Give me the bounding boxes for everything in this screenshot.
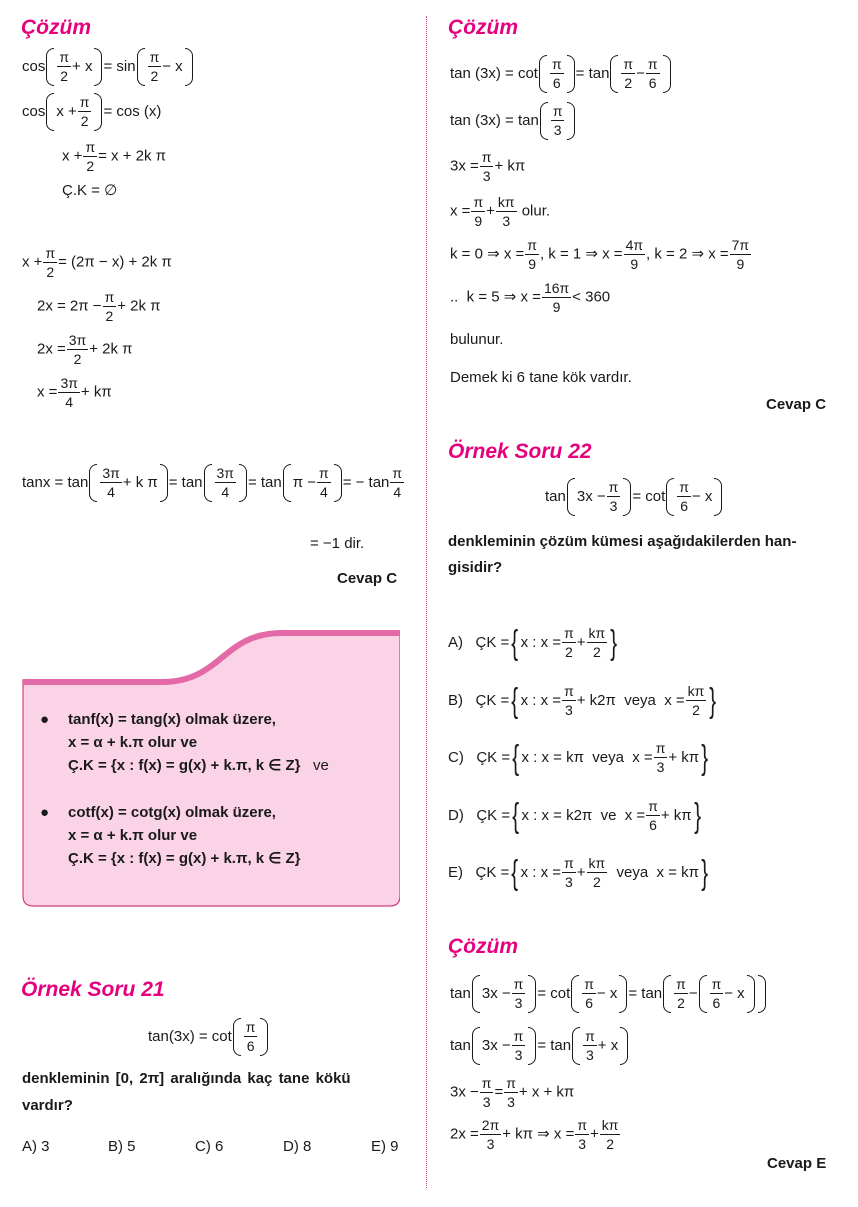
q21-option-d[interactable]: D) 8 bbox=[283, 1138, 312, 1155]
q21-text-2: vardır? bbox=[22, 1097, 73, 1114]
q22-option-b[interactable]: B) ÇK ={ x : x = $\frac{\pi}{3}$ + k2π veya x = $\frac{k\pi}{2}$ } bbox=[448, 682, 717, 720]
q21-option-e[interactable]: E) 9 bbox=[371, 1138, 399, 1155]
q22-option-e[interactable]: E) ÇK ={ x : x = $\frac{\pi}{3}$ + $\frac{k\pi}{2}$ veya x = kπ} bbox=[448, 854, 709, 892]
r-bulunur: bulunur. bbox=[450, 331, 504, 348]
answer-c-2: Cevap C bbox=[766, 396, 827, 413]
r-eq-1: tan (3x) = cot $\frac{\pi}{6}$ = tan $\frac{\pi}{2}$ − $\frac{\pi}{6}$ bbox=[450, 55, 672, 93]
q22-equation: tan 3x − $\frac{\pi}{3}$ = cot $\frac{\pi}{6}$ − x bbox=[545, 478, 723, 516]
rule-tan-x: x = α + k.π olur ve bbox=[68, 734, 198, 751]
eq-case2-2: 2x = 2π − $\frac{\pi}{2}$ + 2k π bbox=[37, 289, 161, 324]
solution-heading-right: Çözüm bbox=[448, 16, 518, 39]
eq-case2-1: x + $\frac{\pi}{2}$ = (2π − x) + 2k π bbox=[22, 245, 172, 280]
eq-case2-3: 2x = $\frac{3\pi}{2}$ + 2k π bbox=[37, 332, 133, 367]
q21-equation: tan(3x) = cot $\frac{\pi}{6}$ bbox=[148, 1018, 269, 1056]
eq-case2-4: x = $\frac{3\pi}{4}$ + kπ bbox=[37, 375, 112, 410]
q21-option-b[interactable]: B) 5 bbox=[108, 1138, 136, 1155]
ck-empty: Ç.K = ∅ bbox=[62, 182, 118, 199]
q22-text-2: gisidir? bbox=[448, 559, 503, 576]
s2-eq-2: tan 3x − $\frac{\pi}{3}$ = tan $\frac{\pi}{3}$ + x bbox=[450, 1027, 629, 1065]
q22-option-d[interactable]: D) ÇK ={ x : x = k2π ve x = $\frac{\pi}{6}$ + kπ} bbox=[448, 797, 701, 835]
info-box bbox=[22, 630, 400, 907]
s2-eq-1: tan 3x − $\frac{\pi}{3}$ = cot $\frac{\pi}{6}$ − x = tan $\frac{\pi}{2}$ − $\frac{\pi}{6}$ − x bbox=[450, 975, 767, 1013]
solution-heading-right-2: Çözüm bbox=[448, 935, 518, 958]
r-eq-4: x = $\frac{\pi}{9}$ + $\frac{k\pi}{3}$ olur. bbox=[450, 194, 551, 229]
example-21-heading: Örnek Soru 21 bbox=[21, 978, 165, 1001]
rule-tan: ● tanf(x) = tang(x) olmak üzere, bbox=[40, 711, 276, 728]
q22-option-c[interactable]: C) ÇK ={ x : x = kπ veya x = $\frac{\pi}{3}$ + kπ} bbox=[448, 739, 709, 777]
r-eq-2: tan (3x) = tan $\frac{\pi}{3}$ bbox=[450, 102, 576, 140]
q21-option-a[interactable]: A) 3 bbox=[22, 1138, 50, 1155]
q21-option-c[interactable]: C) 6 bbox=[195, 1138, 224, 1155]
eq-tanx: tanx = tan $\frac{3\pi}{4}$ + k π = tan $\frac{3\pi}{4}$ = tan π − $\frac{\pi}{4}$ = − tan $\frac{\pi}{4}$ bbox=[22, 465, 403, 500]
column-divider bbox=[426, 16, 427, 1188]
s2-eq-3: 3x − $\frac{\pi}{3}$ = $\frac{\pi}{3}$ + x + kπ bbox=[450, 1075, 575, 1110]
solution-heading-left: Çözüm bbox=[21, 16, 91, 39]
answer-c-1: Cevap C bbox=[337, 570, 398, 587]
rule-cot: ● cotf(x) = cotg(x) olmak üzere, bbox=[40, 804, 276, 821]
r-eq-3: 3x = $\frac{\pi}{3}$ + kπ bbox=[450, 149, 526, 184]
result-dir: = −1 dir. bbox=[310, 535, 365, 552]
eq-cos-cos: cos x + $\frac{\pi}{2}$ = cos (x) bbox=[22, 94, 162, 129]
s2-eq-4: 2x = $\frac{2\pi}{3}$ + kπ ⇒ x = $\frac{\pi}{3}$ + $\frac{k\pi}{2}$ bbox=[450, 1117, 619, 1152]
r-eq-5: k = 0 ⇒ x = $\frac{\pi}{9}$ , k = 1 ⇒ x = $\frac{4\pi}{9}$ , k = 2 ⇒ x = $\frac{7\pi}{9}$ bbox=[450, 237, 750, 272]
r-demek: Demek ki 6 tane kök vardır. bbox=[450, 369, 632, 386]
rule-tan-ck: Ç.K = {x : f(x) = g(x) + k.π, k ∈ Z} ve bbox=[68, 757, 329, 774]
rule-cot-x: x = α + k.π olur ve bbox=[68, 827, 198, 844]
rule-cot-ck: Ç.K = {x : f(x) = g(x) + k.π, k ∈ Z} bbox=[68, 850, 301, 867]
r-eq-6: .. k = 5 ⇒ x = $\frac{16\pi}{9}$ < 360 bbox=[450, 280, 611, 315]
eq-x-pi-2: x + $\frac{\pi}{2}$ = x + 2k π bbox=[62, 139, 166, 174]
q22-text-1: denkleminin çözüm kümesi aşağıdakilerden han- bbox=[448, 533, 797, 550]
q22-option-a[interactable]: A) ÇK ={ x : x = $\frac{\pi}{2}$ + $\frac{k\pi}{2}$ } bbox=[448, 624, 618, 662]
q21-text-1: denkleminin [0, 2π] aralığında kaç tane kökü bbox=[22, 1070, 351, 1087]
example-22-heading: Örnek Soru 22 bbox=[448, 440, 592, 463]
answer-e: Cevap E bbox=[767, 1155, 827, 1172]
eq-cos-sin: cos $\frac{\pi}{2}$ + x = sin $\frac{\pi}{2}$ − x bbox=[22, 48, 194, 86]
